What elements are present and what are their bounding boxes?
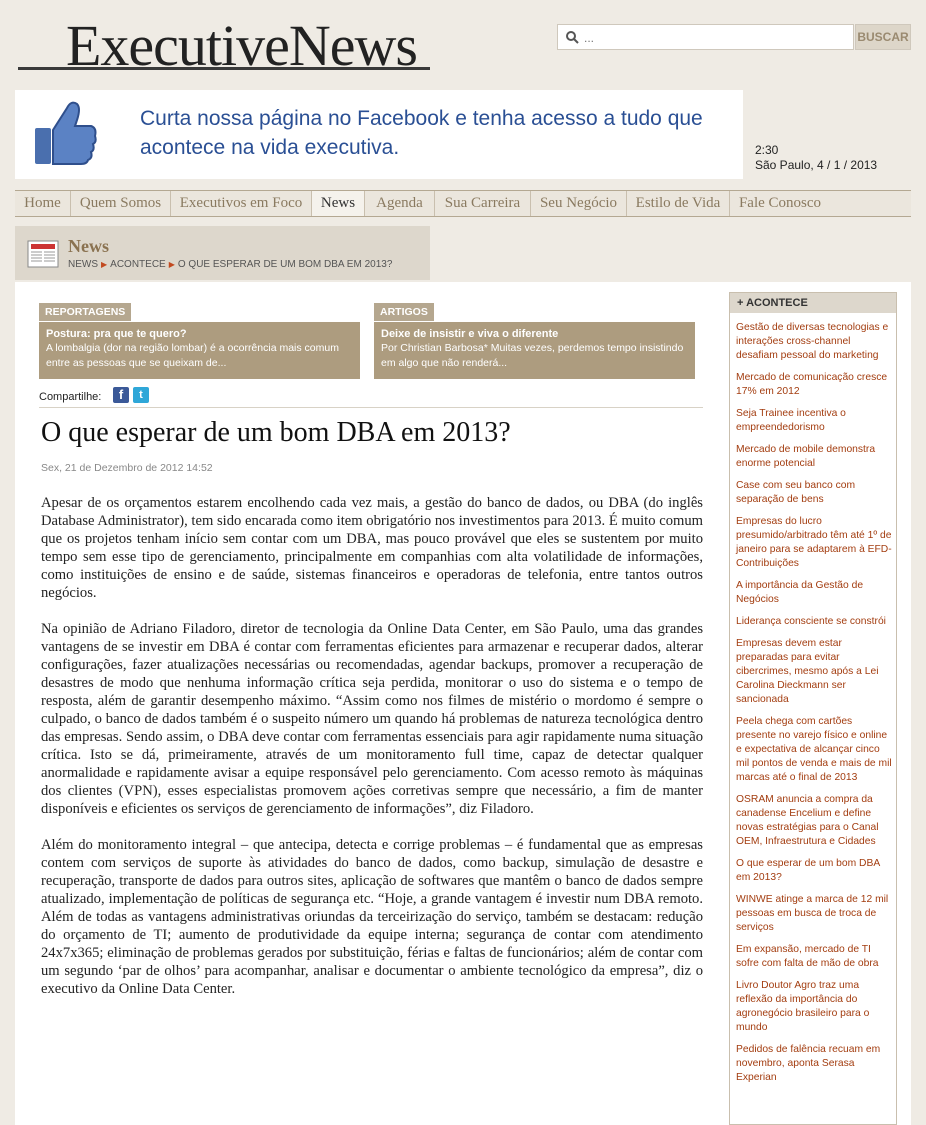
- sidebar-link[interactable]: O que esperar de um bom DBA em 2013?: [736, 858, 880, 883]
- sidebar-link[interactable]: WINWE atinge a marca de 12 mil pessoas em busca de troca de serviços: [736, 894, 889, 933]
- nav-sua-carreira[interactable]: Sua Carreira: [435, 191, 531, 216]
- sidebar-link[interactable]: Case com seu banco com separação de bens: [736, 480, 856, 505]
- teaser-artigos[interactable]: [374, 302, 695, 379]
- banner-text: Curta nossa página no Facebook e tenha acesso a tudo que acontece na vida executiva.: [140, 107, 703, 159]
- clock: [755, 143, 877, 173]
- logo-word-executive: Executive: [66, 13, 289, 78]
- nav-quem-somos[interactable]: Quem Somos: [71, 191, 171, 216]
- breadcrumb-arrow-icon: ▶: [101, 260, 108, 269]
- facebook-banner[interactable]: [15, 90, 743, 179]
- nav-agenda[interactable]: Agenda: [365, 191, 435, 216]
- share-label: Compartilhe:: [39, 391, 102, 403]
- breadcrumb-news[interactable]: NEWS: [68, 259, 98, 270]
- search-input[interactable]: [584, 29, 844, 46]
- section-title: News: [68, 236, 109, 256]
- teaser-text: Por Christian Barbosa* Muitas vezes, perdemos tempo insistindo em algo que não renderá...: [381, 342, 684, 369]
- search-box: [557, 24, 854, 50]
- site-logo[interactable]: [18, 8, 430, 78]
- nav-home[interactable]: Home: [15, 191, 71, 216]
- logo-text: [66, 12, 417, 79]
- article-paragraph: Na opinião de Adriano Filadoro, diretor de tecnologia da Online Data Center, em São Paulo, uma das grandes vantagens de se investir em DBA é contar com ferramentas eficientes para armazenar e recuperar dados, alterar configurações, fazer atualizações necessárias ou recomendadas, agendar backups, promover a recuperação de desastres de modo que nenhuma informação crítica seja perdida, monitorar o uso do sistema e o tempo de resposta, além de garantir desempenho máximo. “Assim como nos filmes de mistério o mordomo é sempre o culpado, o banco de dados também é o suspeito número um quando há problemas de natureza tecnológica dentro das empresas. Sendo assim, o DBA deve contar com ferramentas essenciais para agir rapidamente numa situação crítica. Isto se dá, primeiramente, através de um monitoramento full time, capaz de detectar qualquer anormalidade e rapidamente avisar a equipe responsável pelo gerenciamento. Com acesso remoto às máquinas dos clientes (VPN), esses especialistas promovem ações corretivas sempre que necessário, a fim de manter disponíveis e eficientes os serviços de gerenciamento de informações”, diz Filadoro.: [41, 621, 703, 817]
- share-bar: [39, 386, 703, 408]
- logo-word-news: News: [288, 13, 417, 78]
- sidebar-link[interactable]: Empresas do lucro presumido/arbitrado têm até 1º de janeiro para se adaptarem à EFD-Contribuições: [736, 516, 892, 569]
- sidebar-link[interactable]: A importância da Gestão de Negócios: [736, 580, 864, 605]
- nav-seu-negocio[interactable]: Seu Negócio: [531, 191, 627, 216]
- sidebar-acontece: [729, 292, 897, 1125]
- search-button[interactable]: BUSCAR: [855, 24, 911, 50]
- breadcrumb: [68, 259, 392, 270]
- search-icon: [565, 30, 579, 44]
- teaser-title[interactable]: Postura: pra que te quero?: [46, 328, 187, 340]
- nav-executivos-em-foco[interactable]: Executivos em Foco: [171, 191, 312, 216]
- twitter-icon[interactable]: t: [133, 387, 149, 403]
- sidebar-link[interactable]: Gestão de diversas tecnologias e interações cross-channel desafiam pessoal do marketing: [736, 322, 889, 361]
- breadcrumb-arrow-icon: ▶: [168, 260, 175, 269]
- clock-date: São Paulo, 4 / 1 / 2013: [755, 158, 878, 172]
- newspaper-icon: [27, 240, 59, 268]
- teaser-title[interactable]: Deixe de insistir e viva o diferente: [381, 328, 559, 340]
- sidebar-link[interactable]: OSRAM anuncia a compra da canadense Encelium e define novas estratégias para o Canal OEM, Infraestrutura e Cidades: [736, 794, 879, 847]
- teaser-text: A lombalgia (dor na região lombar) é a ocorrência mais comum entre as pessoas que se queixam de...: [46, 342, 339, 369]
- teaser-body[interactable]: [39, 322, 360, 379]
- sidebar-link[interactable]: Liderança consciente se constrói: [736, 616, 886, 627]
- teaser-reportagens[interactable]: [39, 302, 360, 379]
- section-header: [15, 226, 430, 280]
- clock-time: 2:30: [755, 143, 779, 157]
- nav-news[interactable]: News: [312, 191, 365, 216]
- teaser-tab[interactable]: REPORTAGENS: [39, 303, 131, 321]
- sidebar-link[interactable]: Mercado de comunicação cresce 17% em 2012: [736, 372, 888, 397]
- sidebar-link[interactable]: Mercado de mobile demonstra enorme potencial: [736, 444, 876, 469]
- teaser-body[interactable]: [374, 322, 695, 379]
- sidebar-link[interactable]: Em expansão, mercado de TI sofre com falta de mão de obra: [736, 944, 879, 969]
- nav-estilo-de-vida[interactable]: Estilo de Vida: [627, 191, 730, 216]
- thumbs-up-icon: [33, 98, 99, 168]
- sidebar-link[interactable]: Pedidos de falência recuam em novembro, aponta Serasa Experian: [736, 1044, 881, 1083]
- sidebar-title: + ACONTECE: [730, 293, 896, 313]
- breadcrumb-current: O QUE ESPERAR DE UM BOM DBA EM 2013?: [177, 259, 393, 270]
- teaser-tab[interactable]: ARTIGOS: [374, 303, 434, 321]
- sidebar-link[interactable]: Seja Trainee incentiva o empreendedorismo: [736, 408, 846, 433]
- search-bar: [557, 24, 911, 50]
- sidebar-link[interactable]: Peela chega com cartões presente no varejo físico e online e expectativa de alcançar cinco mil pontos de venda e mais de mil marcas até o final de 2013: [736, 716, 892, 783]
- article-date: Sex, 21 de Dezembro de 2012 14:52: [41, 462, 213, 474]
- article-paragraph: Além do monitoramento integral – que antecipa, detecta e corrige problemas – é fundamental que as empresas contem com serviços de suporte às atividades do banco de dados, como backup, simulação de desastre e recuperação, transporte de dados para outros sites, aplicação de softwares que mantêm o banco de dados sempre atualizado, implementação de políticas de segurança etc. “Hoje, a grande vantagem é investir num DBA remoto. Além de todas as vantagens administrativas oriundas da terceirização do serviço, também se destacam: redução do orçamento de TI; aumento de produtividade da equipe interna; segurança de contar com atendimento 24x7x365; eliminação de problemas gerados por substituição, férias e faltas de funcionários; além de contar com um segundo ‘par de olhos’ para acompanhar, analisar e documentar o ambiente tecnológico da empresa”, diz o executivo da Online Data Center.: [41, 837, 703, 997]
- sidebar-list: [730, 313, 896, 1085]
- sidebar-link[interactable]: Empresas devem estar preparadas para evitar cibercrimes, mesmo após a Lei Carolina Dieckmann ser sancionada: [736, 638, 879, 705]
- article-title: O que esperar de um bom DBA em 2013?: [41, 417, 511, 448]
- article-body: [41, 494, 703, 1016]
- main-nav: [15, 190, 911, 217]
- breadcrumb-acontece[interactable]: ACONTECE: [110, 259, 166, 270]
- sidebar-link[interactable]: Livro Doutor Agro traz uma reflexão da importância do agronegócio brasileiro para o mundo: [736, 980, 870, 1033]
- facebook-icon[interactable]: f: [113, 387, 129, 403]
- article-paragraph: Apesar de os orçamentos estarem encolhendo cada vez mais, a gestão do banco de dados, ou DBA (do inglês Database Administrator), tem sido encarada como item obrigatório nos investimentos para 2013. É muito comum que os projetos tenham início sem contar com um DBA, mas pouco provável que eles se sustentem por muito tempo sem esse tipo de gerenciamento, principalmente em companhias com alta volatilidade de informações, como instituições de ensino e de saúde, sistemas financeiros e operadoras de telefonia, entre tantos outros negócios.: [41, 495, 703, 601]
- nav-fale-conosco[interactable]: Fale Conosco: [738, 195, 822, 211]
